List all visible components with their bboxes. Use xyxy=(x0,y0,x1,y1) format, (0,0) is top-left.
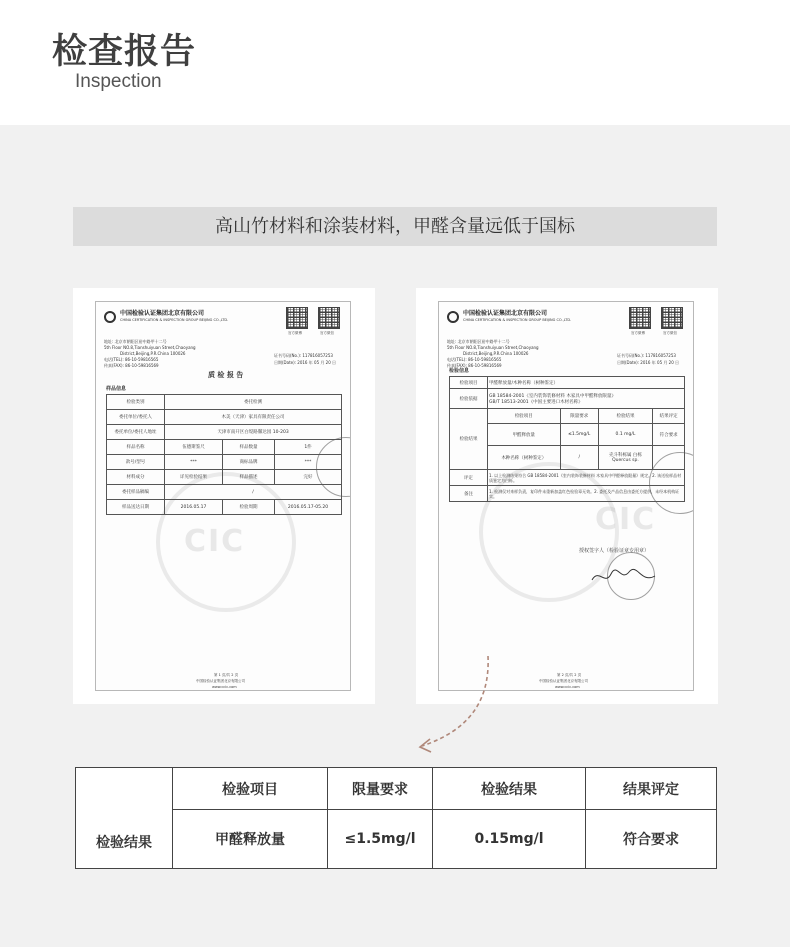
inspection-result-table xyxy=(75,767,717,869)
page-footer: 中国检验认证集团北京有限公司 xyxy=(539,679,588,683)
page-footer: 中国检验认证集团北京有限公司 xyxy=(196,679,245,683)
table-cell: 委托单位/委托人地址 xyxy=(107,425,165,440)
species-name: 壳斗科栎属 白栎 xyxy=(609,453,642,458)
certificate-date: 日期(Date): 2016 年 05 月 20 日 xyxy=(274,360,337,365)
certificate-card-right xyxy=(416,288,718,704)
table-cell: 样品描述 xyxy=(223,470,275,485)
table-cell: *** xyxy=(275,455,342,470)
address-en: 5th Floor NO.8,Tianshuiyuan Street,Chaoyang xyxy=(447,345,539,350)
qr-caption: 官方微博 xyxy=(631,331,645,335)
page-header xyxy=(0,0,790,125)
table-row xyxy=(450,377,685,389)
table-row xyxy=(450,486,685,502)
page-footer: 第 2 页/共 2 页 xyxy=(557,673,582,677)
page-subtitle: Inspection xyxy=(75,71,162,92)
table-cell: 木美（天津）家具有限责任公司 xyxy=(165,410,342,425)
table-row xyxy=(107,455,342,470)
company-logo xyxy=(104,311,116,323)
table-cell: 甲醛释放量/木种名称（树种鉴定） xyxy=(488,377,685,389)
table-cell: 检验结果 xyxy=(598,409,652,424)
table-cell: 样品送达日期 xyxy=(107,500,165,515)
table-cell: 2016.05.17 xyxy=(165,500,223,515)
certificate-card-left xyxy=(73,288,375,704)
qr-caption: 官方微信 xyxy=(320,331,334,335)
table-cell xyxy=(488,389,685,409)
address-en-2: District,Beijing,P.R.China 100026 xyxy=(120,351,186,356)
certificate-page-2 xyxy=(438,301,694,691)
table-row xyxy=(450,470,685,486)
inspection-info-table xyxy=(449,376,685,502)
signatory-label: 授权签字人（检验证章专用章） xyxy=(579,548,650,554)
table-cell: 备注 xyxy=(450,486,488,502)
table-cell: 木种名称（树种鉴定） xyxy=(488,446,561,470)
table-cell: 检验类别 xyxy=(107,395,165,410)
table-header-cell: 检验项目 xyxy=(173,768,328,810)
company-name: 中国检验认证集团北京有限公司 xyxy=(463,310,548,317)
address-en: 5th Floor NO.8,Tianshuiyuan Street,Chaoyang xyxy=(104,345,196,350)
table-cell: 完好 xyxy=(275,470,342,485)
table-cell xyxy=(653,446,685,470)
table-cell: 符合要求 xyxy=(586,810,717,869)
table-cell: 款号/型号 xyxy=(107,455,165,470)
table-cell: *** xyxy=(165,455,223,470)
table-cell: 1. 检测仅对来样负责，复印件未重新加盖红色检验章无效。2. 委托及产品信息由委托方提供，未经本机构证实。 xyxy=(488,486,685,502)
telephone: 电话(TEL): 86-10-59816565 xyxy=(104,357,159,362)
page-title: 检查报告 xyxy=(52,32,197,72)
table-cell: 天津市南开区白堤路馨达园 10-203 xyxy=(165,425,342,440)
table-cell: 评定 xyxy=(450,470,488,486)
qr-code xyxy=(629,307,651,329)
table-cell xyxy=(598,446,652,470)
certificate-number: 证书号码(No.): 117816057253 xyxy=(274,353,333,358)
table-cell: 委托样品稿编 xyxy=(107,485,165,500)
fax: 传真(FAX): 86-10-59816569 xyxy=(447,363,502,368)
table-row xyxy=(107,425,342,440)
qr-code xyxy=(286,307,308,329)
table-cell: 2016.05.17-05.20 xyxy=(275,500,342,515)
company-name-en: CHINA CERTIFICATION & INSPECTION GROUP BEIJING CO.,LTD. xyxy=(463,318,572,322)
table-cell: / xyxy=(560,446,598,470)
table-cell: 委托检测 xyxy=(165,395,342,410)
table-cell: 1件 xyxy=(275,440,342,455)
certificate-date: 日期(Date): 2016 年 05 月 20 日 xyxy=(617,360,680,365)
table-cell: 1. 以上检测结果符合 GB 18584-2001《室内装饰装修材料 木家具中甲醛释放限量》规定。2. 该送检样品材质鉴定为白栎。 xyxy=(488,470,685,486)
signature xyxy=(589,564,659,588)
section-heading: 样品信息 xyxy=(106,386,127,392)
qr-code xyxy=(661,307,683,329)
table-cell: 委托单位/委托人 xyxy=(107,410,165,425)
table-row xyxy=(450,389,685,409)
qr-caption: 官方微博 xyxy=(288,331,302,335)
qr-caption: 官方微信 xyxy=(663,331,677,335)
certificate-number: 证书号码(No.): 117816057253 xyxy=(617,353,676,358)
table-cell: 伍德斯鉴尺 xyxy=(165,440,223,455)
curved-arrow-icon xyxy=(410,650,500,760)
table-cell: 限量要求 xyxy=(560,409,598,424)
certificate-page-1 xyxy=(95,301,351,691)
table-row xyxy=(107,485,342,500)
watermark-text: CIC xyxy=(595,502,657,537)
table-cell: 样品数量 xyxy=(223,440,275,455)
table-cell: 样品名称 xyxy=(107,440,165,455)
table-cell: 0.15mg/l xyxy=(433,810,586,869)
company-name-en: CHINA CERTIFICATION & INSPECTION GROUP BEIJING CO.,LTD. xyxy=(120,318,229,322)
address-en-2: District,Beijing,P.R.China 100026 xyxy=(463,351,529,356)
table-row xyxy=(107,410,342,425)
table-header-cell: 结果评定 xyxy=(586,768,717,810)
table-row xyxy=(107,500,342,515)
banner: 高山竹材料和涂装材料，甲醛含量远低于国标 xyxy=(73,207,717,246)
table-cell: 检验项目 xyxy=(488,409,561,424)
table-cell: 检验周期 xyxy=(223,500,275,515)
table-row xyxy=(76,768,717,810)
table-cell: 甲醛释放量 xyxy=(173,810,328,869)
table-cell: 商标品牌 xyxy=(223,455,275,470)
table-cell: 材料成分 xyxy=(107,470,165,485)
section-heading: 检验信息 xyxy=(449,368,470,374)
company-logo xyxy=(447,311,459,323)
table-row xyxy=(107,395,342,410)
table-row xyxy=(76,810,717,869)
company-name: 中国检验认证集团北京有限公司 xyxy=(120,310,205,317)
table-cell: ≤1.5mg/l xyxy=(328,810,433,869)
table-cell: 检验结果 xyxy=(450,409,488,470)
page-footer: www.ccic.com xyxy=(212,685,237,689)
basis-line: GB 18584-2001《室内装饰装修材料 木家具中甲醛释放限量》 xyxy=(489,393,616,399)
table-header-cell: 限量要求 xyxy=(328,768,433,810)
address: 地址: 北京市朝阳区裕中路甲十二号 xyxy=(447,339,510,344)
watermark-text: CIC xyxy=(184,524,246,559)
row-label: 检验结果 xyxy=(76,768,173,869)
table-cell: 详见检验结果 xyxy=(165,470,223,485)
page-footer: 第 1 页/共 2 页 xyxy=(214,673,239,677)
table-cell: 结果评定 xyxy=(653,409,685,424)
qr-code xyxy=(318,307,340,329)
table-row xyxy=(107,440,342,455)
basis-line: GB/T 18513-2001《中国主要进口木材名称》 xyxy=(489,399,583,405)
page-footer: www.ccic.com xyxy=(555,685,580,689)
table-cell: 甲醛释放量 xyxy=(488,424,561,446)
table-header-cell: 检验结果 xyxy=(433,768,586,810)
table-cell: ≤1.5mg/L xyxy=(560,424,598,446)
table-row xyxy=(107,470,342,485)
table-cell: / xyxy=(165,485,342,500)
document-title: 质 检 报 告 xyxy=(208,371,244,379)
sample-info-table xyxy=(106,394,342,515)
table-cell: 检验依据 xyxy=(450,389,488,409)
table-cell: 0.1 mg/L xyxy=(598,424,652,446)
telephone: 电话(TEL): 86-10-59816565 xyxy=(447,357,502,362)
fax: 传真(FAX): 86-10-59816569 xyxy=(104,363,159,368)
species-latin: Quercus sp. xyxy=(612,458,639,463)
table-cell: 符合要求 xyxy=(653,424,685,446)
address: 地址: 北京市朝阳区裕中路甲十二号 xyxy=(104,339,167,344)
table-row xyxy=(450,409,685,424)
table-cell: 检验项目 xyxy=(450,377,488,389)
